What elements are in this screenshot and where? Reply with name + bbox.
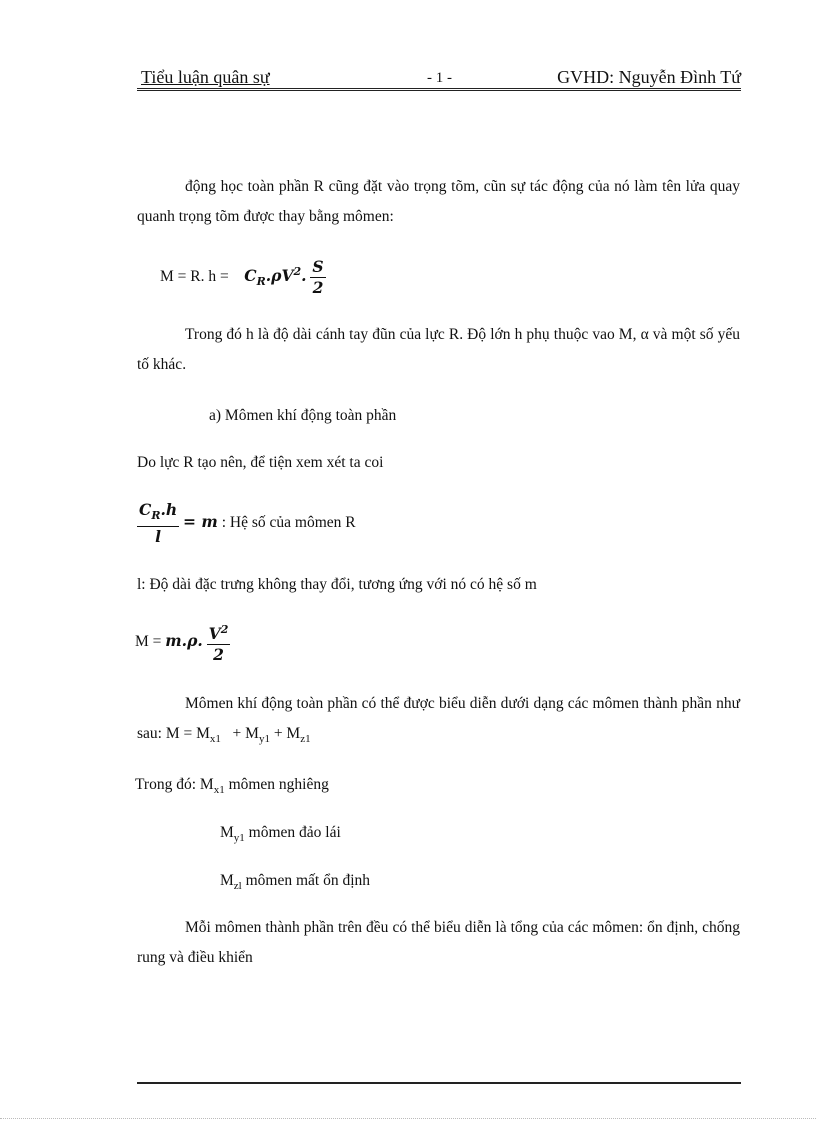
coefficient-fraction: $\frac{C_R.h}{l}$ bbox=[139, 500, 178, 547]
paragraph-2: Trong đó h là độ dài cánh tay đũn của lực R. Độ lớn h phụ thuộc vao M, α và một số yếu tố khác. bbox=[137, 326, 740, 373]
page-number: - 1 - bbox=[427, 70, 452, 86]
formula2-fraction: $\frac{V^2}{2}$ bbox=[207, 620, 231, 665]
formula-coefficient bbox=[137, 500, 356, 547]
formula-fraction: $\frac{S}{2}$ bbox=[312, 257, 324, 298]
paragraph-3: Do lực R tạo nên, để tiện xem xét ta coi bbox=[137, 454, 384, 471]
paragraph-5: Mômen khí động toàn phần có thể được biểu diễn dưới dạng các mômen thành phần như sau: $M = M_{x1} + M_{y1} + M_{z1}$ bbox=[137, 695, 740, 746]
formula-moment-2 bbox=[135, 620, 230, 665]
formula-rhs: $C_R.\rho V^2$. bbox=[244, 265, 307, 289]
paragraph-6: Mỗi mômen thành phần trên đều có thể biểu diễn là tổng của các mômen: ổn định, chống rung và điều khiển bbox=[137, 919, 740, 966]
formula2-lhs: M = bbox=[135, 633, 162, 651]
list-item-2: $M_{y1}$ mômen đảo lái bbox=[220, 824, 341, 845]
subheading-a: a) Mômen khí động toàn phần bbox=[209, 407, 397, 424]
page-header bbox=[137, 64, 741, 91]
list-item-3: $M_{zl}$ mômen mất ổn định bbox=[220, 872, 371, 893]
paragraph-4: l: Độ dài đặc trưng không thay đổi, tương ứng với nó có hệ số m bbox=[137, 576, 537, 593]
list-intro: Trong đó: $M_{x1}$ mômen nghiêng bbox=[135, 776, 329, 797]
paragraph-1: động học toàn phần R cũng đặt vào trọng tõm, cũn sự tác động của nó làm tên lửa quay quanh trọng tõm được thay bằng mômen: bbox=[137, 178, 740, 225]
header-instructor: GVHD: Nguyễn Đình Tứ bbox=[557, 67, 741, 87]
formula-lhs: M = R. h = bbox=[160, 268, 229, 286]
page-edge-divider bbox=[0, 1118, 816, 1119]
header-title: Tiểu luận quân sự bbox=[141, 67, 270, 87]
formula-moment bbox=[160, 254, 326, 300]
footer-rule bbox=[137, 1082, 741, 1084]
coefficient-text: : Hệ số của mômen R bbox=[221, 514, 356, 532]
coefficient-eq: = m bbox=[183, 512, 218, 532]
formula2-mid: m.ρ. bbox=[165, 631, 203, 651]
